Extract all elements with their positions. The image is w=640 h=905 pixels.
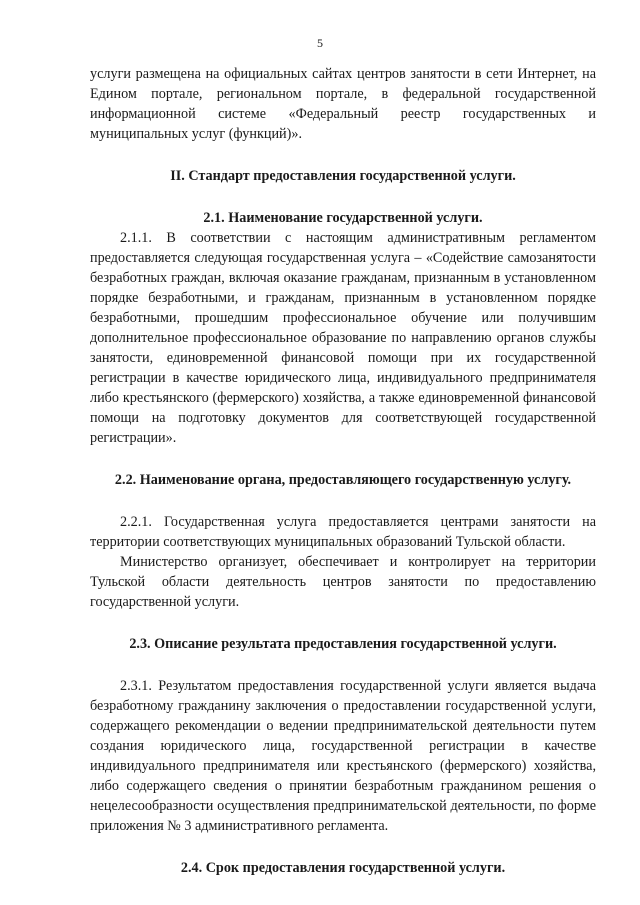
subsection-2-1-title: 2.1. Наименование государственной услуги. [203, 210, 483, 226]
page-number: 5 [317, 36, 323, 50]
paragraph-2-1-1: 2.1.1. В соответствии с настоящим административным регламентом предоставляется следующая государственная услуга – «Содействие самозанятости безработных граждан, включая оказание гражданам, признанным в установленном порядке безработными, и гражданам, признанным в установленном порядке безработными, прошедшим профессиональное обучение или получившим дополнительное профессиональное образование по направлению органов службы занятости, единовременной финансовой помощи при их государственной регистрации в качестве юридического лица, индивидуального предпринимателя либо крестьянского (фермерского) хозяйства, а также единовременной финансовой помощи на подготовку документов для соответствующей государственной регистрации». [90, 230, 596, 446]
subsection-2-4-title: 2.4. Срок предоставления государственной услуги. [180, 860, 506, 876]
paragraph-2-2-2: Министерство организует, обеспечивает и контролирует на территории Тульской области деятельность центров занятости по предоставлению государственной услуги. [90, 554, 596, 610]
paragraph-2-3-1: 2.3.1. Результатом предоставления государственной услуги является выдача безработному гражданину заключения о предоставлении государственной услуги, содержащего рекомендации о ведении предпринимательской деятельности путем создания юридического лица, государственной регистрации в качестве индивидуального предпринимателя или крестьянского (фермерского) хозяйства, либо содержащего сведения о принятии безработным гражданином решения о нецелесообразности осуществления предпринимательской деятельности, по форме приложения № 3 административного регламента. [90, 678, 596, 834]
subsection-2-3-title: 2.3. Описание результата предоставления государственной услуги. [129, 636, 557, 652]
section-title: II. Стандарт предоставления государственной услуги. [170, 168, 516, 184]
paragraph-2-2-1: 2.2.1. Государственная услуга предоставляется центрами занятости на территории соответствующих муниципальных образований Тульской области. [90, 514, 596, 550]
subsection-2-2-title: 2.2. Наименование органа, предоставляющего государственную услугу. [114, 472, 572, 488]
intro-paragraph: услуги размещена на официальных сайтах центров занятости в сети Интернет, на Едином портале, региональном портале, в федеральной государственной информационной системе «Федеральный реестр государственных и муниципальных услуг (функций)». [90, 66, 596, 142]
document-body [90, 64, 596, 900]
